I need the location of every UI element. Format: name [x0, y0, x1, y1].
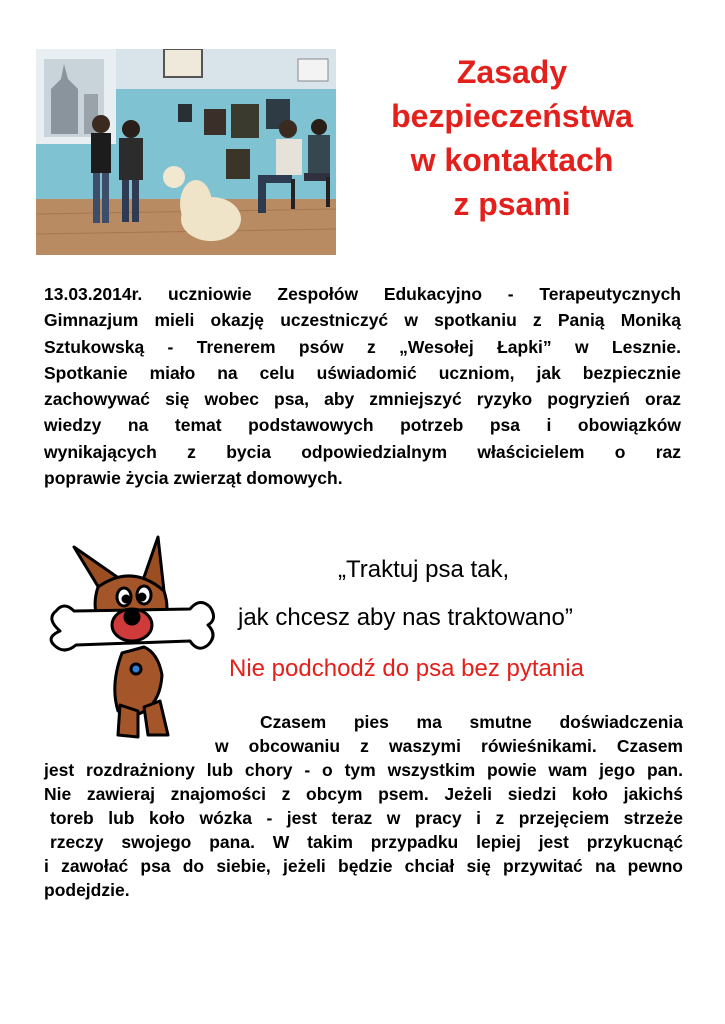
page-title	[352, 50, 672, 226]
section-heading: Nie podchodź do psa bez pytania	[229, 655, 584, 682]
intro-line: wynikających z bycia odpowiedzialnym właścicielem o raz	[44, 441, 681, 462]
body-line: i zawołać psa do siebie, jeżeli będzie chciał się przywitać na pewno	[44, 856, 683, 876]
body-line: rzeczy swojego pana. W takim przypadku lepiej jest przykucnąć	[50, 832, 683, 852]
intro-line: Gimnazjum mieli okazję uczestniczyć w spotkaniu z Panią Moniką	[44, 310, 681, 331]
quote-line-1: „Traktuj psa tak,	[338, 556, 510, 583]
title-line: Zasady	[456, 54, 568, 90]
intro-line: wiedzy na temat podstawowych potrzeb psa i obowiązków	[44, 415, 681, 436]
cartoon-dog-with-bone-icon	[40, 535, 218, 745]
title-line: w kontaktach	[410, 142, 614, 178]
body-line: podejdzie.	[44, 880, 130, 900]
meeting-photo	[36, 49, 336, 255]
intro-line: 13.03.2014r. uczniowie Zespołów Edukacyjno - Terapeutycznych	[44, 284, 681, 304]
intro-line: Spotkanie miało na celu uświadomić uczniom, jak bezpiecznie	[44, 362, 681, 383]
body-line: jest rozdrażniony lub chory - o tym wszystkim powie wam jego pan.	[44, 760, 683, 780]
intro-line: poprawie życia zwierząt domowych.	[44, 468, 343, 489]
body-line: toreb lub koło wózka - jest teraz w pracy i z przejęciem strzeże	[50, 808, 683, 828]
quote-line-2: jak chcesz aby nas traktowano”	[238, 604, 573, 631]
intro-line: Sztukowską - Trenerem psów z „Wesołej Łapki” w Lesznie.	[44, 336, 681, 357]
intro-line: zachowywać się wobec psa, aby zmniejszyć ryzyko pogryzień oraz	[44, 389, 681, 410]
intro-paragraph	[44, 281, 681, 491]
title-line: z psami	[453, 186, 571, 222]
title-line: bezpieczeństwa	[391, 98, 633, 134]
body-line: Nie zawieraj znajomości z obcym psem. Jeżeli siedzi koło jakichś	[44, 784, 683, 804]
body-line: w obcowaniu z waszymi rówieśnikami. Czasem	[215, 736, 683, 756]
body-line: Czasem pies ma smutne doświadczenia	[260, 712, 683, 732]
